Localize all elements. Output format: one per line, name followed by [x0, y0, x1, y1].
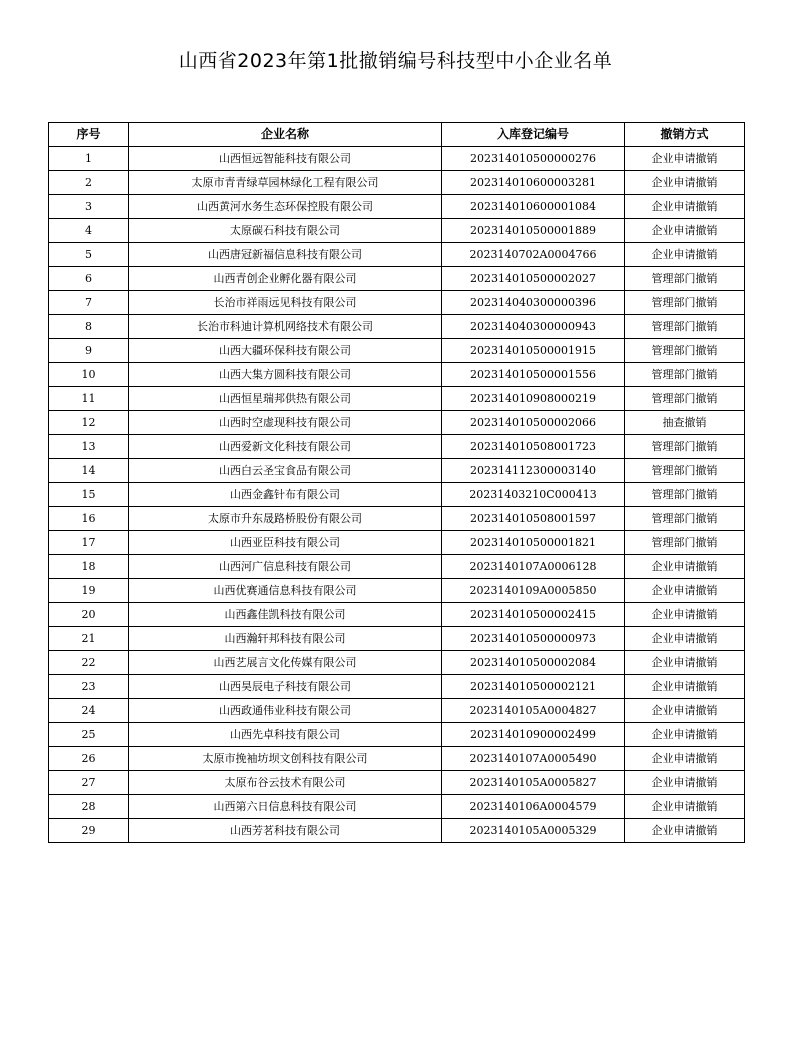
table-row — [49, 267, 745, 291]
cell-sequence: 21 — [49, 627, 129, 651]
cell-sequence: 4 — [49, 219, 129, 243]
cell-sequence: 26 — [49, 747, 129, 771]
cell-registration-number: 202314010600003281 — [442, 171, 625, 195]
cell-revocation-method: 管理部门撤销 — [625, 291, 745, 315]
column-header-sequence: 序号 — [49, 123, 129, 147]
table-row — [49, 483, 745, 507]
cell-revocation-method: 管理部门撤销 — [625, 363, 745, 387]
table-body — [49, 147, 745, 843]
table-row — [49, 171, 745, 195]
cell-company-name: 山西恒远智能科技有限公司 — [129, 147, 442, 171]
cell-sequence: 12 — [49, 411, 129, 435]
cell-registration-number: 2023140107A0006128 — [442, 555, 625, 579]
cell-company-name: 山西青创企业孵化器有限公司 — [129, 267, 442, 291]
table-row — [49, 411, 745, 435]
table-row — [49, 579, 745, 603]
cell-company-name: 山西芳茗科技有限公司 — [129, 819, 442, 843]
cell-registration-number: 202314010500001556 — [442, 363, 625, 387]
table-row — [49, 747, 745, 771]
cell-registration-number: 2023140109A0005850 — [442, 579, 625, 603]
cell-company-name: 太原市升东晟路桥股份有限公司 — [129, 507, 442, 531]
cell-revocation-method: 企业申请撤销 — [625, 747, 745, 771]
cell-sequence: 23 — [49, 675, 129, 699]
cell-registration-number: 202314040300000396 — [442, 291, 625, 315]
cell-registration-number: 2023140106A0004579 — [442, 795, 625, 819]
cell-company-name: 山西大集方圆科技有限公司 — [129, 363, 442, 387]
cell-revocation-method: 企业申请撤销 — [625, 219, 745, 243]
cell-revocation-method: 管理部门撤销 — [625, 267, 745, 291]
cell-sequence: 14 — [49, 459, 129, 483]
cell-sequence: 8 — [49, 315, 129, 339]
table-row — [49, 363, 745, 387]
cell-revocation-method: 管理部门撤销 — [625, 483, 745, 507]
cell-sequence: 17 — [49, 531, 129, 555]
cell-sequence: 5 — [49, 243, 129, 267]
cell-revocation-method: 管理部门撤销 — [625, 315, 745, 339]
table-row — [49, 771, 745, 795]
cell-company-name: 山西瀚轩邦科技有限公司 — [129, 627, 442, 651]
cell-company-name: 山西恒星瑞邦供热有限公司 — [129, 387, 442, 411]
column-header-revocation-method: 撤销方式 — [625, 123, 745, 147]
cell-registration-number: 202314010500002084 — [442, 651, 625, 675]
cell-company-name: 山西艺展言文化传媒有限公司 — [129, 651, 442, 675]
table-header-row — [49, 123, 745, 147]
cell-sequence: 2 — [49, 171, 129, 195]
cell-revocation-method: 企业申请撤销 — [625, 171, 745, 195]
table-row — [49, 219, 745, 243]
cell-revocation-method: 管理部门撤销 — [625, 507, 745, 531]
column-header-company-name: 企业名称 — [129, 123, 442, 147]
cell-revocation-method: 企业申请撤销 — [625, 603, 745, 627]
table-row — [49, 627, 745, 651]
cell-company-name: 山西昊辰电子科技有限公司 — [129, 675, 442, 699]
cell-registration-number: 202314010500002121 — [442, 675, 625, 699]
revocation-table — [48, 122, 745, 843]
cell-company-name: 山西第六日信息科技有限公司 — [129, 795, 442, 819]
cell-company-name: 山西爱新文化科技有限公司 — [129, 435, 442, 459]
cell-sequence: 29 — [49, 819, 129, 843]
cell-revocation-method: 管理部门撤销 — [625, 531, 745, 555]
cell-sequence: 13 — [49, 435, 129, 459]
cell-revocation-method: 管理部门撤销 — [625, 435, 745, 459]
cell-sequence: 15 — [49, 483, 129, 507]
table-row — [49, 675, 745, 699]
cell-registration-number: 202314010500002027 — [442, 267, 625, 291]
cell-sequence: 27 — [49, 771, 129, 795]
table-row — [49, 699, 745, 723]
cell-registration-number: 2023140105A0005827 — [442, 771, 625, 795]
cell-company-name: 山西政通伟业科技有限公司 — [129, 699, 442, 723]
table-row — [49, 651, 745, 675]
cell-registration-number: 202314010500001915 — [442, 339, 625, 363]
cell-company-name: 长治市祥雨远见科技有限公司 — [129, 291, 442, 315]
page-title: 山西省2023年第1批撤销编号科技型中小企业名单 — [178, 50, 613, 72]
cell-revocation-method: 企业申请撤销 — [625, 819, 745, 843]
cell-registration-number: 202314010500002066 — [442, 411, 625, 435]
cell-registration-number: 202314010500000276 — [442, 147, 625, 171]
cell-company-name: 太原布谷云技术有限公司 — [129, 771, 442, 795]
table-row — [49, 315, 745, 339]
cell-company-name: 山西亚臣科技有限公司 — [129, 531, 442, 555]
cell-registration-number: 2023140702A0004766 — [442, 243, 625, 267]
cell-revocation-method: 企业申请撤销 — [625, 723, 745, 747]
table-row — [49, 795, 745, 819]
cell-company-name: 太原市挽袖坊坝文创科技有限公司 — [129, 747, 442, 771]
cell-registration-number: 202314010600001084 — [442, 195, 625, 219]
cell-sequence: 24 — [49, 699, 129, 723]
cell-registration-number: 202314010908000219 — [442, 387, 625, 411]
cell-registration-number: 20231403210C000413 — [442, 483, 625, 507]
table-row — [49, 555, 745, 579]
cell-company-name: 山西金鑫针布有限公司 — [129, 483, 442, 507]
cell-revocation-method: 企业申请撤销 — [625, 555, 745, 579]
cell-registration-number: 202314010500000973 — [442, 627, 625, 651]
cell-sequence: 9 — [49, 339, 129, 363]
cell-revocation-method: 企业申请撤销 — [625, 771, 745, 795]
cell-revocation-method: 企业申请撤销 — [625, 579, 745, 603]
cell-revocation-method: 企业申请撤销 — [625, 243, 745, 267]
cell-company-name: 山西白云圣宝食品有限公司 — [129, 459, 442, 483]
table-row — [49, 339, 745, 363]
cell-company-name: 山西优赛通信息科技有限公司 — [129, 579, 442, 603]
cell-registration-number: 202314112300003140 — [442, 459, 625, 483]
cell-revocation-method: 企业申请撤销 — [625, 651, 745, 675]
cell-revocation-method: 企业申请撤销 — [625, 627, 745, 651]
cell-sequence: 22 — [49, 651, 129, 675]
table-row — [49, 387, 745, 411]
cell-revocation-method: 企业申请撤销 — [625, 147, 745, 171]
table-row — [49, 459, 745, 483]
cell-registration-number: 202314010900002499 — [442, 723, 625, 747]
column-header-registration-number: 入库登记编号 — [442, 123, 625, 147]
cell-revocation-method: 企业申请撤销 — [625, 795, 745, 819]
cell-registration-number: 2023140107A0005490 — [442, 747, 625, 771]
cell-revocation-method: 抽查撤销 — [625, 411, 745, 435]
table-row — [49, 195, 745, 219]
cell-sequence: 25 — [49, 723, 129, 747]
cell-registration-number: 202314010500001889 — [442, 219, 625, 243]
cell-registration-number: 202314010500002415 — [442, 603, 625, 627]
table-row — [49, 507, 745, 531]
cell-revocation-method: 企业申请撤销 — [625, 699, 745, 723]
cell-company-name: 山西先卓科技有限公司 — [129, 723, 442, 747]
cell-sequence: 1 — [49, 147, 129, 171]
cell-revocation-method: 管理部门撤销 — [625, 339, 745, 363]
table-row — [49, 243, 745, 267]
cell-sequence: 3 — [49, 195, 129, 219]
table-row — [49, 603, 745, 627]
cell-company-name: 太原碳石科技有限公司 — [129, 219, 442, 243]
cell-company-name: 长治市科迪计算机网络技术有限公司 — [129, 315, 442, 339]
cell-sequence: 10 — [49, 363, 129, 387]
cell-sequence: 6 — [49, 267, 129, 291]
cell-revocation-method: 企业申请撤销 — [625, 675, 745, 699]
cell-sequence: 18 — [49, 555, 129, 579]
cell-company-name: 山西时空虚现科技有限公司 — [129, 411, 442, 435]
cell-sequence: 19 — [49, 579, 129, 603]
cell-sequence: 20 — [49, 603, 129, 627]
table-row — [49, 531, 745, 555]
cell-revocation-method: 企业申请撤销 — [625, 195, 745, 219]
cell-sequence: 28 — [49, 795, 129, 819]
cell-sequence: 7 — [49, 291, 129, 315]
cell-registration-number: 2023140105A0004827 — [442, 699, 625, 723]
table-row — [49, 147, 745, 171]
cell-company-name: 山西鑫佳凯科技有限公司 — [129, 603, 442, 627]
table-row — [49, 723, 745, 747]
table-row — [49, 291, 745, 315]
cell-revocation-method: 管理部门撤销 — [625, 459, 745, 483]
cell-registration-number: 202314040300000943 — [442, 315, 625, 339]
cell-company-name: 太原市青青绿草园林绿化工程有限公司 — [129, 171, 442, 195]
cell-company-name: 山西河广信息科技有限公司 — [129, 555, 442, 579]
table-row — [49, 435, 745, 459]
cell-sequence: 11 — [49, 387, 129, 411]
cell-company-name: 山西黄河水务生态环保控股有限公司 — [129, 195, 442, 219]
cell-sequence: 16 — [49, 507, 129, 531]
cell-registration-number: 202314010508001597 — [442, 507, 625, 531]
cell-company-name: 山西大疆环保科技有限公司 — [129, 339, 442, 363]
cell-registration-number: 2023140105A0005329 — [442, 819, 625, 843]
cell-company-name: 山西唐冠新福信息科技有限公司 — [129, 243, 442, 267]
cell-registration-number: 202314010500001821 — [442, 531, 625, 555]
table-row — [49, 819, 745, 843]
cell-revocation-method: 管理部门撤销 — [625, 387, 745, 411]
cell-registration-number: 202314010508001723 — [442, 435, 625, 459]
